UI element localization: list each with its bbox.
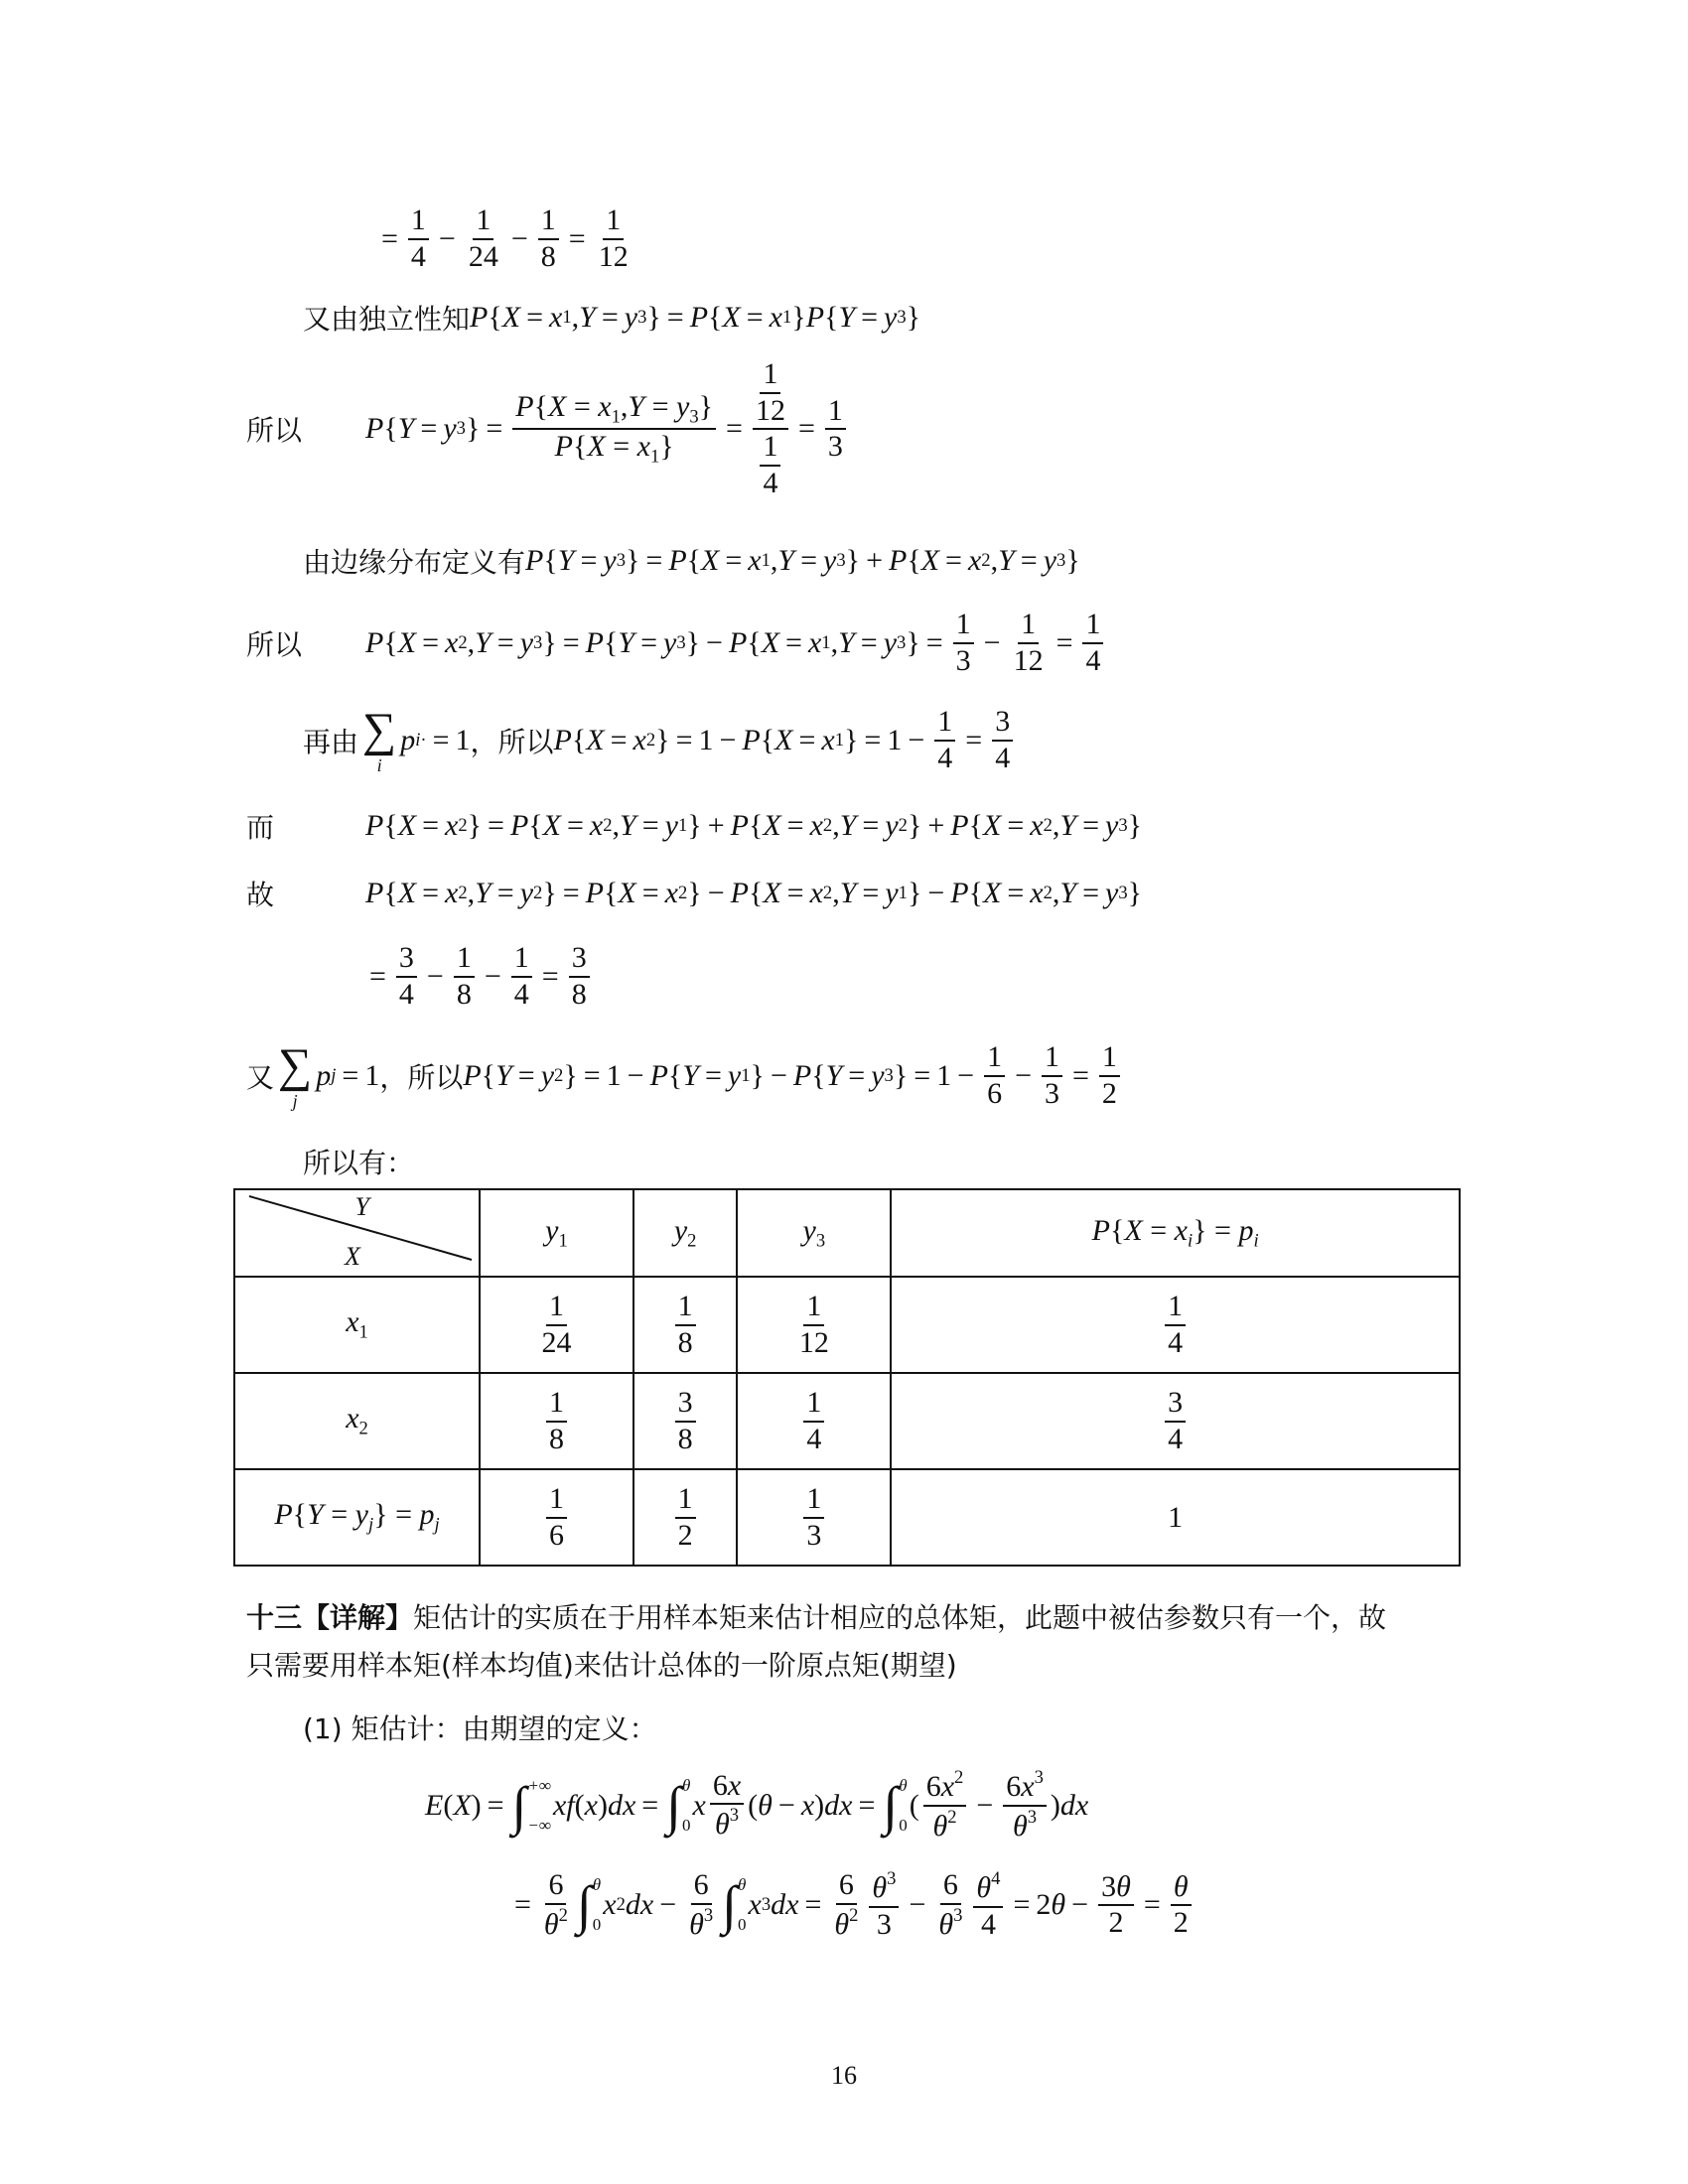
text-so-have: 所以有： (303, 1147, 415, 1179)
eq-line-5: 所以 P { X = x 2 , Y = y 3 } = P { Y = y 3 } − P { X = x 1 , Y = y 3 } = $\frac{1}{3}$ − $\frac{1}{12}$ = $\frac{1}{4}$ (246, 608, 1107, 678)
col-header-y3: $y_3$ (737, 1189, 891, 1277)
table-row (234, 1277, 1460, 1373)
eq-line-8: 故 P { X = x 2 , Y = y 2 } = P { X = x 2 } − P { X = x 2 , Y = y 1 } − P { X = x 2 , Y = y 3 } (246, 874, 1142, 913)
cell: 1 (891, 1469, 1460, 1566)
cell: $\frac{1}{12}$ (737, 1277, 891, 1373)
sec13-line-3 (303, 1707, 657, 1747)
cell: $\frac{1}{8}$ (633, 1277, 737, 1373)
sec13-line-2 (246, 1644, 957, 1684)
table-row (234, 1373, 1460, 1469)
expectation-line-2: = $\frac{6}{\theta^2}$ ∫ θ 0 x 2 dx − $\frac{6}{\theta^3}$ ∫ θ 0 x 3 dx = $\frac{6}{\theta^2}$ $\frac{\theta^3}{3}$ − $\frac{6}{\theta^3}$ $\frac{\theta^4}{4}$ = 2θ − $\frac{3\theta}{2}$ = $\frac{\theta}{2}$ (508, 1868, 1196, 1942)
row-label-x2: $x_2$ (234, 1373, 480, 1469)
table-row (234, 1469, 1460, 1566)
text-again: 再由 (303, 725, 359, 758)
text-and: 而 (246, 811, 275, 844)
joint-distribution-table (233, 1188, 1461, 1567)
corner-y-label: Y (354, 1192, 369, 1221)
sec13-text-1: 矩估计的实质在于用样本矩来估计相应的总体矩，此题中被估参数只有一个，故 (413, 1601, 1387, 1634)
row-label-x1: $x_1$ (234, 1277, 480, 1373)
page-number: 16 (831, 2061, 857, 2090)
cell: $\frac{1}{3}$ (737, 1469, 891, 1566)
table-header-row (234, 1189, 1460, 1277)
cell: $\frac{1}{6}$ (480, 1469, 633, 1566)
text-independence: 又由独立性知 (303, 303, 471, 336)
text-so-2: 所以 (246, 627, 303, 661)
text-so: 所以 (246, 414, 303, 447)
text-also: 又 (246, 1060, 275, 1094)
cell: $\frac{1}{4}$ (737, 1373, 891, 1469)
eq-line-7: 而 P { X = x 2 } = P { X = x 2 , Y = y 1 } + P { X = x 2 , Y = y 2 } + P { X = x 2 , Y = y 3 } (246, 806, 1142, 846)
col-header-pi: $P\{X = x_i\} = p_i$ (891, 1189, 1460, 1277)
eq-line-6: 再由 ∑ i p i· = 1 ，所以 P { X = x 2 } = 1 − P { X = x 1 } = 1 − $\frac{1}{4}$ = $\frac{3}{4}$ (303, 705, 1017, 775)
eq-line-11 (303, 1142, 414, 1181)
sec13-item-1: (1) 矩估计：由期望的定义： (303, 1712, 657, 1745)
row-label-pj: $P\{Y = y_j\} = p_j$ (234, 1469, 480, 1566)
cell: $\frac{1}{2}$ (633, 1469, 737, 1566)
sec13-text-2: 只需要用样本矩(样本均值)来估计总体的一阶原点矩(期望) (246, 1649, 957, 1682)
sec13-line-1 (246, 1596, 1386, 1636)
col-header-y2: $y_2$ (633, 1189, 737, 1277)
eq-line-10: 又 ∑ j p j = 1 ，所以 P { Y = y 2 } = 1 − P { Y = y 1 } − P { Y = y 3 } = 1 − $\frac{1}{6}$ − $\frac{1}{3}$ = $\frac{1}{2}$ (246, 1040, 1124, 1111)
eq-line-3: 所以 P { Y = y 3 } = $\frac{P\{X = x_1,Y = y_3\}}{P\{X = x_1\}}$ = 1 12 1 4 = $\frac{1}{3}$ (246, 357, 850, 500)
eq-line-9: = $\frac{3}{4}$ − $\frac{1}{8}$ − $\frac{1}{4}$ = $\frac{3}{8}$ (363, 941, 594, 1012)
cell: $\frac{1}{24}$ (480, 1277, 633, 1373)
col-header-y1: $y_1$ (480, 1189, 633, 1277)
cell: $\frac{3}{4}$ (891, 1373, 1460, 1469)
sec13-label: 十三【详解】 (246, 1601, 414, 1634)
eq-line-1: = $\frac{1}{4}$ − $\frac{1}{24}$ − $\frac{1}{8}$ = $\frac{1}{12}$ (381, 204, 629, 273)
text-marginal: 由边缘分布定义有 (303, 546, 526, 579)
text-so-comma-2: ，所以 (379, 1060, 464, 1094)
corner-x-label: X (345, 1242, 360, 1271)
table-corner-cell (234, 1189, 480, 1277)
expectation-line-1: E ( X ) = ∫ +∞ −∞ xf ( x ) dx = ∫ θ 0 x $\frac{6x}{\theta^3}$ ( θ − x ) dx = ∫ θ 0 ( $\frac{6x^2}{\theta^2}$ − $\frac{6x^3}{\theta^3}$ ) dx (425, 1767, 1089, 1843)
cell: $\frac{3}{8}$ (633, 1373, 737, 1469)
cell: $\frac{1}{8}$ (480, 1373, 633, 1469)
eq-line-4: 由边缘分布定义有 P { Y = y 3 } = P { X = x 1 , Y = y 3 } + P { X = x 2 , Y = y 3 } (303, 541, 1080, 581)
eq-line-2: 又由独立性知 P { X = x 1 , Y = y 3 } = P { X = x 1 } P { Y = y 3 } (303, 298, 920, 338)
text-therefore: 故 (246, 879, 275, 911)
text-so-comma: ，所以 (470, 725, 554, 758)
cell: $\frac{1}{4}$ (891, 1277, 1460, 1373)
